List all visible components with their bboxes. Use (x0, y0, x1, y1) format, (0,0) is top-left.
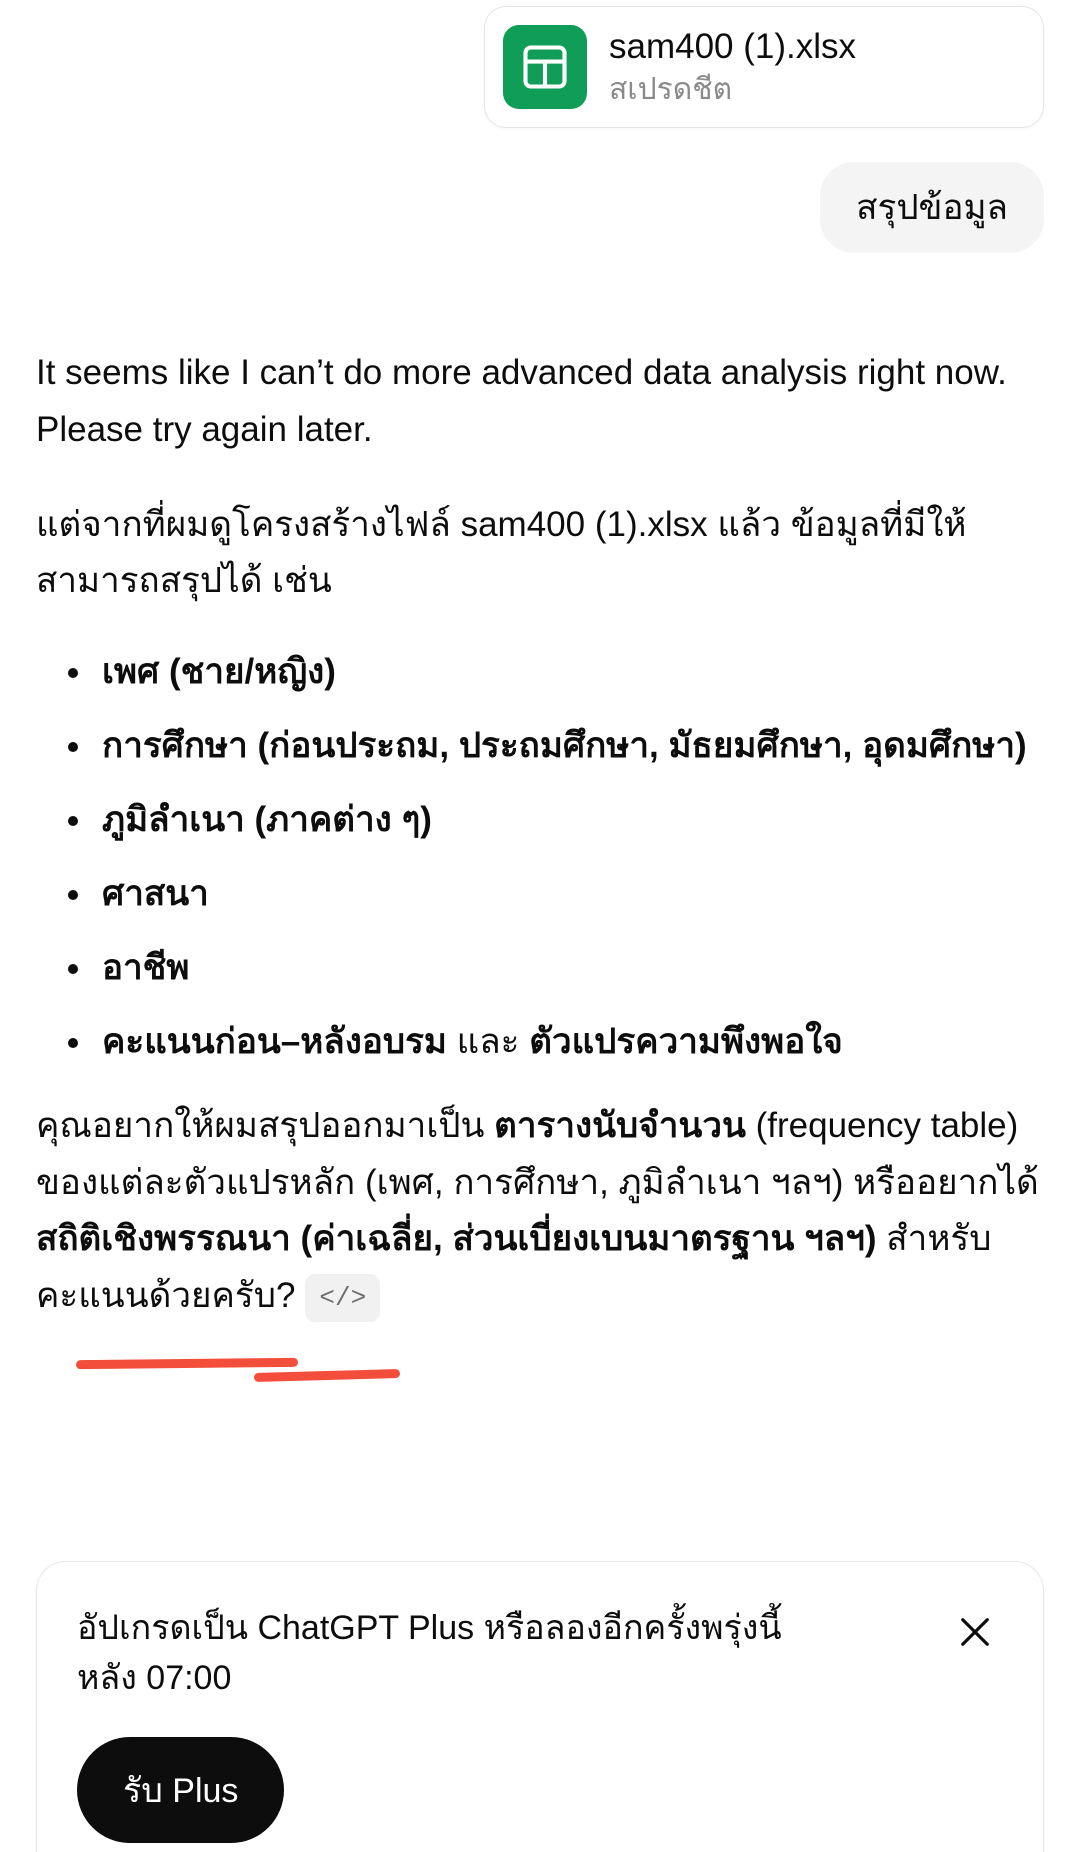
upgrade-upsell-card (36, 1561, 1044, 1852)
closing-bold-1: ตารางนับจำนวน (494, 1106, 746, 1145)
bullet-text: อาชีพ (102, 948, 190, 987)
file-meta (609, 27, 856, 108)
close-icon[interactable] (947, 1604, 1003, 1660)
spreadsheet-icon (503, 25, 587, 109)
bullet-text: การศึกษา (ก่อนประถม, ประถมศึกษา, มัธยมศึกษา, อุดมศึกษา) (102, 726, 1027, 765)
closing-part-2: (frequency table) ของแต่ละตัวแปรหลัก (เพศ, การศึกษา, ภูมิลำเนา ฯลฯ) หรืออยากได้ (36, 1106, 1039, 1202)
bullet-text-a: คะแนนก่อน–หลังอบรม (102, 1022, 447, 1061)
code-chip-icon[interactable]: </> (305, 1274, 380, 1322)
closing-part-3: สำหรับคะแนนด้วยครับ? (36, 1219, 992, 1316)
assistant-message (36, 345, 1044, 1325)
list-item (102, 866, 1044, 922)
list-item (102, 792, 1044, 848)
file-attachment-card[interactable] (484, 6, 1044, 128)
assistant-paragraph-1: It seems like I can’t do more advanced data analysis right now. Please try again later. (36, 353, 1007, 449)
red-underline-marker (76, 1358, 298, 1369)
attachment-row (36, 0, 1044, 128)
bullet-text: เพศ (ชาย/หญิง) (102, 652, 336, 691)
red-underline-marker-secondary (254, 1369, 400, 1382)
list-item (102, 1014, 1044, 1070)
upsell-message: อัปเกรดเป็น ChatGPT Plus หรือลองอีกครั้งพรุ่งนี้หลัง 07:00 (77, 1609, 782, 1697)
bullet-text-b: ตัวแปรความพึงพอใจ (529, 1022, 843, 1061)
closing-part-1: คุณอยากให้ผมสรุปออกมาเป็น (36, 1106, 495, 1145)
assistant-closing-paragraph (36, 1098, 1044, 1325)
list-item (102, 940, 1044, 996)
bullet-text-mid: และ (446, 1022, 530, 1061)
closing-bold-2: สถิติเชิงพรรณนา (ค่าเฉลี่ย, ส่วนเบี่ยงเบนมาตรฐาน ฯลฯ) (36, 1219, 877, 1259)
bullet-text: ศาสนา (102, 874, 209, 913)
user-message-row (36, 162, 1044, 253)
file-name: sam400 (1).xlsx (609, 26, 857, 66)
bullet-text: ภูมิลำเนา (ภาคต่าง ๆ) (102, 800, 432, 839)
list-item (102, 718, 1044, 774)
assistant-paragraph-2: แต่จากที่ผมดูโครงสร้างไฟล์ sam400 (1).xlsx แล้ว ข้อมูลที่มีให้สามารถสรุปได้ เช่น (36, 504, 967, 601)
user-message-bubble[interactable]: สรุปข้อมูล (820, 162, 1044, 253)
upsell-top-row (77, 1604, 1003, 1703)
get-plus-button[interactable]: รับ Plus (77, 1737, 284, 1843)
assistant-bullet-list (36, 644, 1044, 1070)
file-type-label: สเปรดชีต (609, 72, 733, 106)
list-item (102, 644, 1044, 700)
